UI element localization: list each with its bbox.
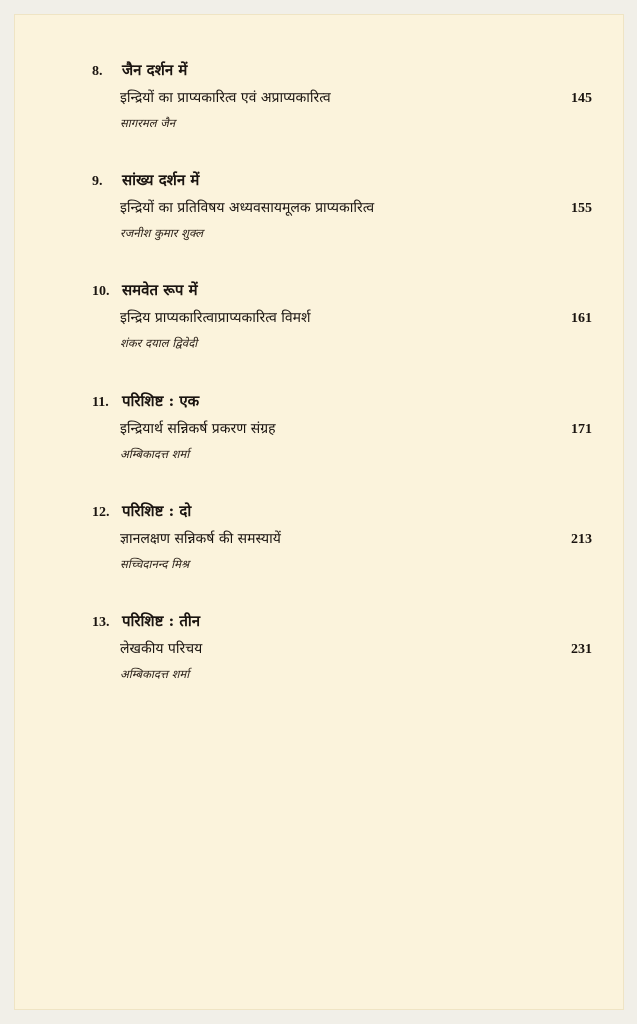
section-heading (92, 611, 592, 635)
author-name: अम्बिकादत्त शर्मा (120, 447, 190, 461)
toc-entry (92, 60, 592, 134)
author-name: सागरमल जैन (120, 116, 176, 130)
page-number: 155 (571, 201, 592, 216)
chapter-title: इन्द्रियार्थ सन्निकर्ष प्रकरण संग्रह (120, 421, 276, 437)
section-title: परिशिष्ट : दो (122, 502, 192, 520)
author-name: शंकर दयाल द्विवेदी (120, 336, 198, 350)
chapter-title: इन्द्रियों का प्रतिविषय अध्यवसायमूलक प्राप्यकारित्व (120, 200, 375, 216)
toc-entry (92, 170, 592, 244)
chapter-line (120, 84, 592, 112)
author-name: रजनीश कुमार शुक्ल (120, 226, 204, 240)
page-number: 171 (571, 422, 592, 437)
chapter-line (120, 635, 592, 663)
entry-number: 11. (92, 395, 109, 410)
chapter-title: इन्द्रियों का प्राप्यकारित्व एवं अप्राप्यकारित्व (120, 90, 331, 106)
chapter-line (120, 415, 592, 443)
chapter-line (120, 525, 592, 553)
chapter-line (120, 194, 592, 222)
page-number: 231 (571, 642, 592, 657)
section-title: सांख्य दर्शन में (122, 171, 200, 189)
chapter-title: इन्द्रिय प्राप्यकारित्वाप्राप्यकारित्व विमर्श (120, 310, 311, 326)
toc-entry (92, 501, 592, 575)
toc-entry (92, 280, 592, 354)
entry-number: 9. (92, 174, 103, 189)
entry-number: 10. (92, 284, 110, 299)
page (14, 14, 624, 1010)
section-title: समवेत रूप में (122, 281, 198, 299)
section-heading (92, 280, 592, 304)
chapter-title: ज्ञानलक्षण सन्निकर्ष की समस्यायें (120, 531, 281, 547)
toc-entry (92, 611, 592, 685)
chapter-title: लेखकीय परिचय (120, 641, 203, 657)
section-heading (92, 60, 592, 84)
entry-number: 12. (92, 505, 110, 520)
page-number: 145 (571, 91, 592, 106)
page-number: 161 (571, 311, 592, 326)
section-title: परिशिष्ट : एक (122, 392, 200, 410)
toc-entry (92, 391, 592, 465)
section-heading (92, 501, 592, 525)
chapter-line (120, 304, 592, 332)
section-heading (92, 170, 592, 194)
section-heading (92, 391, 592, 415)
entry-number: 13. (92, 615, 110, 630)
section-title: परिशिष्ट : तीन (122, 612, 201, 630)
section-title: जैन दर्शन में (122, 61, 188, 79)
entry-number: 8. (92, 64, 103, 79)
page-number: 213 (571, 532, 592, 547)
author-name: सच्चिदानन्द मिश्र (120, 557, 190, 571)
author-name: अम्बिकादत्त शर्मा (120, 667, 190, 681)
